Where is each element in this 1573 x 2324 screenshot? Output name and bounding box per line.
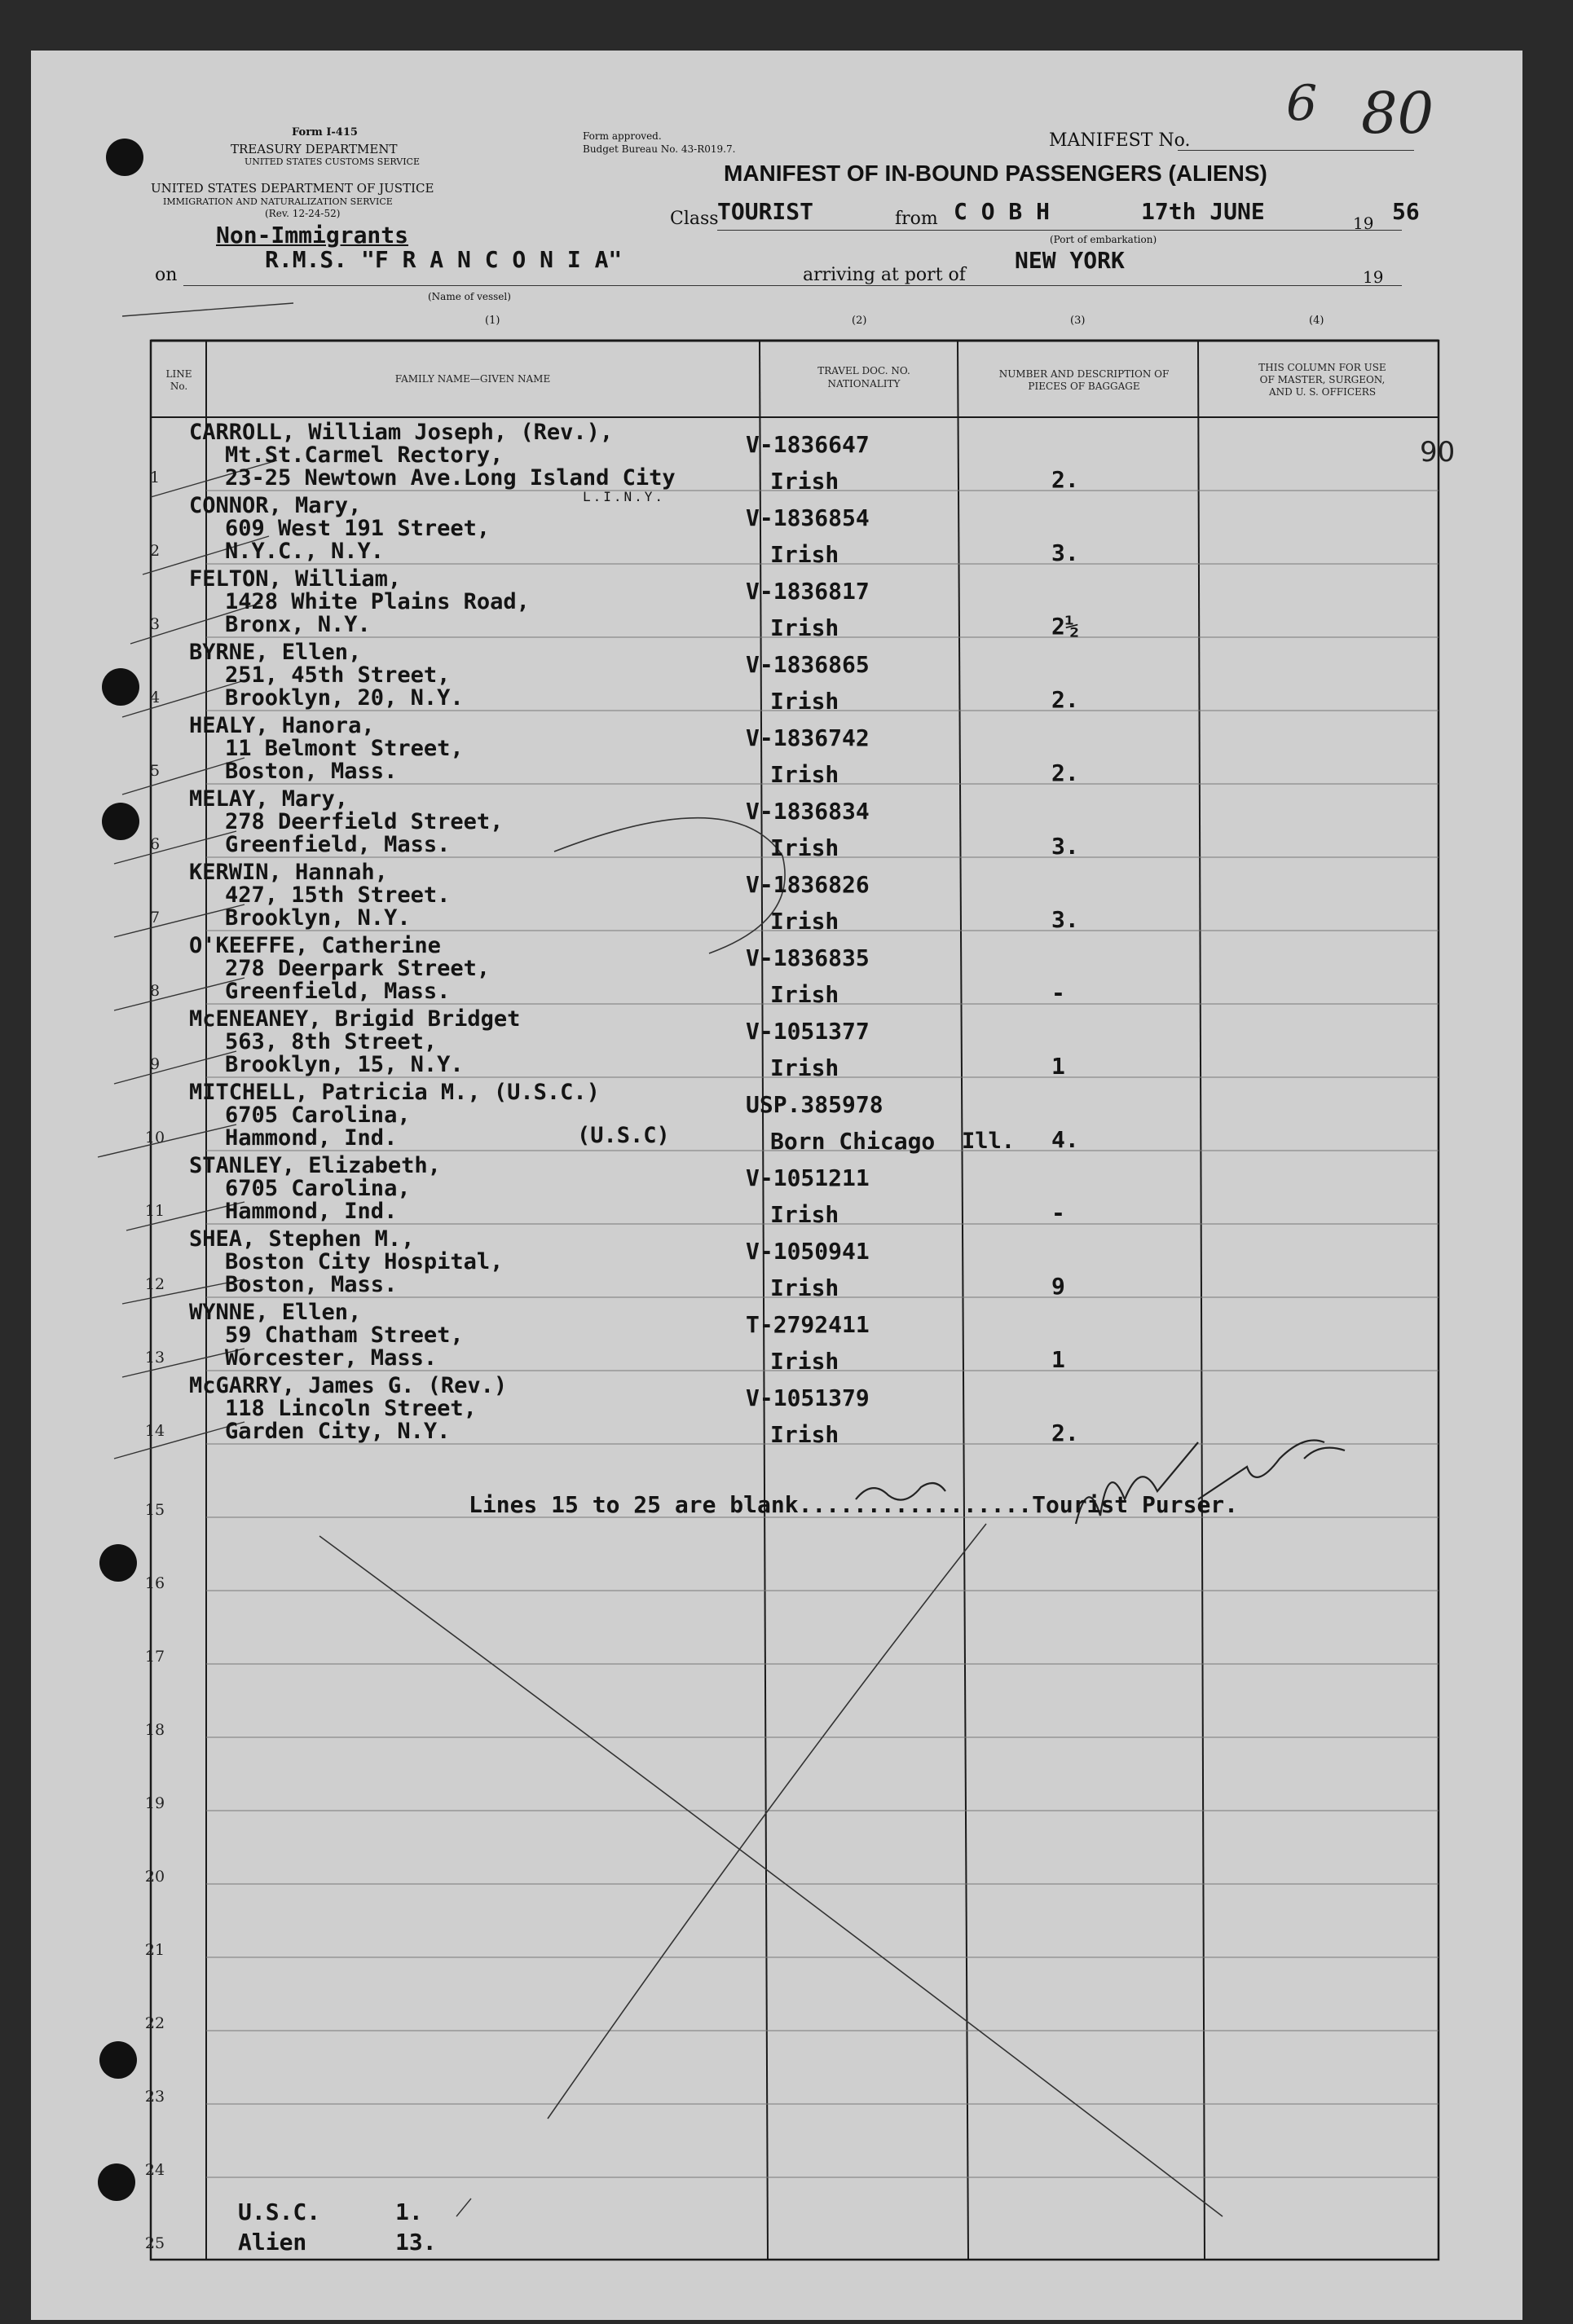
line-number: 16 [144, 1574, 165, 1592]
line-number: 12 [144, 1275, 165, 1293]
nationality: Irish [770, 614, 839, 641]
passenger-name: WYNNE, Ellen, [189, 1300, 362, 1325]
line-number: 21 [144, 1941, 165, 1959]
port-embarkation: C O B H [954, 198, 1051, 225]
line-number: 1 [149, 469, 161, 486]
travel-doc-number: V-1836835 [746, 944, 870, 971]
baggage-count: 2. [1051, 1419, 1079, 1446]
line-number: 5 [149, 762, 161, 780]
total-alien-value: 13. [395, 2229, 437, 2256]
nationality: Irish [770, 981, 839, 1008]
passenger-city: Hammond, Ind. [225, 1199, 398, 1224]
passenger-address: 6705 Carolina, [225, 1176, 411, 1201]
year-prefix: 19 [1353, 213, 1374, 233]
dept-treasury: TREASURY DEPARTMENT [231, 142, 398, 156]
col-num-3: (3) [1070, 315, 1086, 327]
passenger-city: 23-25 Newtown Ave.Long Island City [225, 465, 676, 491]
passenger-city: Greenfield, Mass. [225, 832, 451, 857]
passenger-address: 251, 45th Street, [225, 662, 451, 688]
col-head-name: FAMILY NAME—GIVEN NAME [394, 373, 551, 385]
line-number: 25 [144, 2234, 165, 2252]
line-number: 3 [149, 615, 161, 633]
port-embarkation-caption: (Port of embarkation) [1050, 234, 1157, 245]
travel-doc-number: V-1836647 [746, 431, 870, 458]
nationality: Irish [770, 1421, 839, 1448]
form-approved: Form approved. [583, 130, 662, 142]
baggage-count: 3. [1051, 906, 1079, 933]
arrival-port: NEW YORK [1015, 247, 1125, 274]
line-number: 2 [149, 542, 161, 560]
passenger-name: KERWIN, Hannah, [189, 860, 388, 885]
travel-doc-number: V-1050941 [746, 1238, 870, 1265]
travel-doc-number: V-1836854 [746, 504, 870, 531]
passenger-address: 118 Lincoln Street, [225, 1396, 477, 1421]
col-head-travel-doc: TRAVEL DOC. NO. [817, 365, 910, 376]
passenger-name: BYRNE, Ellen, [189, 640, 362, 665]
passenger-address: 278 Deerpark Street, [225, 956, 491, 981]
passenger-address: 1428 White Plains Road, [225, 589, 530, 614]
passenger-address: Mt.St.Carmel Rectory, [225, 442, 504, 468]
baggage-count: - [1051, 1199, 1065, 1226]
state-note: Ill. [962, 1129, 1016, 1154]
passenger-city: N.Y.C., N.Y. [225, 539, 385, 564]
line-number: 9 [149, 1055, 161, 1073]
passenger-name: MELAY, Mary, [189, 786, 349, 812]
line-number: 13 [144, 1349, 165, 1367]
total-alien-label: Alien [238, 2229, 307, 2256]
class-value: TOURIST [717, 198, 814, 225]
nationality: Irish [770, 688, 839, 715]
col-head-baggage: NUMBER AND DESCRIPTION OF [998, 368, 1170, 380]
passenger-name: McGARRY, James G. (Rev.) [189, 1373, 508, 1398]
passenger-name: FELTON, William, [189, 566, 402, 592]
passenger-address: 6705 Carolina, [225, 1103, 411, 1128]
col-num-4: (4) [1309, 315, 1324, 327]
dept-customs: UNITED STATES CUSTOMS SERVICE [245, 156, 420, 167]
nationality: Irish [770, 541, 839, 568]
arriving-label: arriving at port of [803, 265, 966, 285]
manifest-title: MANIFEST OF IN-BOUND PASSENGERS (ALIENS) [724, 161, 1267, 186]
passenger-name: HEALY, Hanora, [189, 713, 375, 738]
category: Non-Immigrants [216, 222, 409, 249]
sailing-date: 17th JUNE [1141, 198, 1265, 225]
nationality: Irish [770, 1274, 839, 1301]
travel-doc-number: V-1051379 [746, 1384, 870, 1411]
passenger-address: 59 Chatham Street, [225, 1323, 464, 1348]
col-head-line-no: LINE No. [165, 368, 192, 392]
usc-note: (U.S.C) [577, 1123, 670, 1148]
line-number: 15 [144, 1501, 165, 1519]
travel-doc-number: USP.385978 [746, 1091, 883, 1118]
handwritten-number: 90 [1420, 436, 1456, 469]
total-usc-value: 1. [395, 2199, 423, 2225]
line-number: 7 [149, 909, 161, 927]
travel-doc-number: V-1051211 [746, 1164, 870, 1191]
travel-doc-number: T-2792411 [746, 1311, 870, 1338]
line-number: 23 [144, 2088, 165, 2106]
col-head-baggage-2: PIECES OF BAGGAGE [1028, 381, 1140, 392]
col-num-1: (1) [485, 315, 500, 327]
nationality: Born Chicago [770, 1128, 936, 1155]
baggage-count: 1 [1051, 1053, 1065, 1080]
passenger-name: SHEA, Stephen M., [189, 1226, 415, 1252]
passenger-address: Boston City Hospital, [225, 1249, 504, 1274]
baggage-count: 9 [1051, 1273, 1065, 1300]
nationality: Irish [770, 1054, 839, 1081]
year-suffix: 56 [1392, 198, 1420, 225]
passenger-name: McENEANEY, Brigid Bridget [189, 1006, 521, 1032]
line-number: 24 [144, 2161, 165, 2179]
passenger-city: Garden City, N.Y. [225, 1419, 451, 1444]
line-number: 19 [144, 1794, 165, 1812]
passenger-city: Hammond, Ind. [225, 1125, 398, 1151]
passenger-city: Brooklyn, N.Y. [225, 905, 411, 931]
travel-doc-number: V-1836865 [746, 651, 870, 678]
dept-ins: IMMIGRATION AND NATURALIZATION SERVICE [163, 196, 393, 207]
travel-doc-number: V-1836834 [746, 798, 870, 825]
line-number: 17 [144, 1648, 165, 1666]
baggage-count: 2. [1051, 686, 1079, 713]
passenger-name: O'KEEFFE, Catherine [189, 933, 441, 958]
arrival-year: 19 [1363, 267, 1384, 287]
class-label: Class [670, 209, 719, 229]
nationality: Irish [770, 834, 839, 861]
passenger-city: Brooklyn, 15, N.Y. [225, 1052, 464, 1077]
manifest-no-label: MANIFEST No. [1049, 130, 1191, 151]
nationality: Irish [770, 1348, 839, 1375]
baggage-count: 3. [1051, 539, 1079, 566]
line-number: 22 [144, 2014, 165, 2032]
handwritten-number: 80 [1361, 80, 1434, 147]
dept-justice: UNITED STATES DEPARTMENT OF JUSTICE [151, 181, 434, 196]
nationality: Irish [770, 1201, 839, 1228]
line-number: 10 [144, 1129, 165, 1147]
blank-lines-statement: Lines 15 to 25 are blank.................Tourist Purser. [469, 1491, 1239, 1518]
passenger-address: 278 Deerfield Street, [225, 809, 504, 834]
on-label: on [155, 265, 178, 285]
travel-doc-number: V-1051377 [746, 1018, 870, 1045]
travel-doc-number: V-1836826 [746, 871, 870, 898]
line-number: 20 [144, 1868, 165, 1886]
form-number: Form I-415 [292, 126, 358, 139]
col-head-nationality: NATIONALITY [827, 378, 901, 390]
baggage-count: 4. [1051, 1126, 1079, 1153]
baggage-count: 1 [1051, 1346, 1065, 1373]
line-number: 6 [149, 835, 161, 853]
address-note: L.I.N.Y. [583, 489, 666, 504]
budget-bureau: Budget Bureau No. 43-R019.7. [583, 143, 736, 155]
passenger-city: Worcester, Mass. [225, 1345, 438, 1371]
line-number: 8 [149, 982, 161, 1000]
line-number: 18 [144, 1721, 165, 1739]
passenger-city: Bronx, N.Y. [225, 612, 371, 637]
travel-doc-number: V-1836817 [746, 578, 870, 605]
handwritten-number: 6 [1286, 75, 1318, 132]
vessel-caption: (Name of vessel) [428, 291, 511, 302]
passenger-address: 11 Belmont Street, [225, 736, 464, 761]
passenger-name: MITCHELL, Patricia M., (U.S.C.) [189, 1080, 600, 1105]
nationality: Irish [770, 468, 839, 495]
total-usc-label: U.S.C. [238, 2199, 321, 2225]
passenger-city: Greenfield, Mass. [225, 979, 451, 1004]
baggage-count: 2½ [1051, 613, 1079, 640]
passenger-city: Boston, Mass. [225, 1272, 398, 1297]
col-head-officers-2: OF MASTER, SURGEON, [1259, 374, 1386, 385]
from-label: from [895, 209, 938, 229]
vessel-name: R.M.S. "F R A N C O N I A" [265, 246, 623, 273]
line-number: 4 [149, 689, 161, 706]
passenger-name: CONNOR, Mary, [189, 493, 362, 518]
passenger-city: Boston, Mass. [225, 759, 398, 784]
passenger-address: 427, 15th Street. [225, 883, 451, 908]
baggage-count: 2. [1051, 759, 1079, 786]
line-number: 14 [144, 1422, 165, 1440]
line-number: 11 [144, 1202, 165, 1220]
baggage-count: - [1051, 979, 1065, 1006]
passenger-name: STANLEY, Elizabeth, [189, 1153, 441, 1178]
passenger-name: CARROLL, William Joseph, (Rev.), [189, 420, 614, 445]
passenger-city: Brooklyn, 20, N.Y. [225, 685, 464, 711]
baggage-count: 3. [1051, 833, 1079, 860]
passenger-address: 609 West 191 Street, [225, 516, 491, 541]
form-revision: (Rev. 12-24-52) [265, 208, 341, 219]
passenger-address: 563, 8th Street, [225, 1029, 438, 1054]
nationality: Irish [770, 908, 839, 935]
col-head-officers-3: AND U. S. OFFICERS [1268, 386, 1377, 398]
col-num-2: (2) [852, 315, 867, 327]
travel-doc-number: V-1836742 [746, 724, 870, 751]
baggage-count: 2. [1051, 466, 1079, 493]
nationality: Irish [770, 761, 839, 788]
col-head-officers: THIS COLUMN FOR USE [1258, 362, 1386, 373]
